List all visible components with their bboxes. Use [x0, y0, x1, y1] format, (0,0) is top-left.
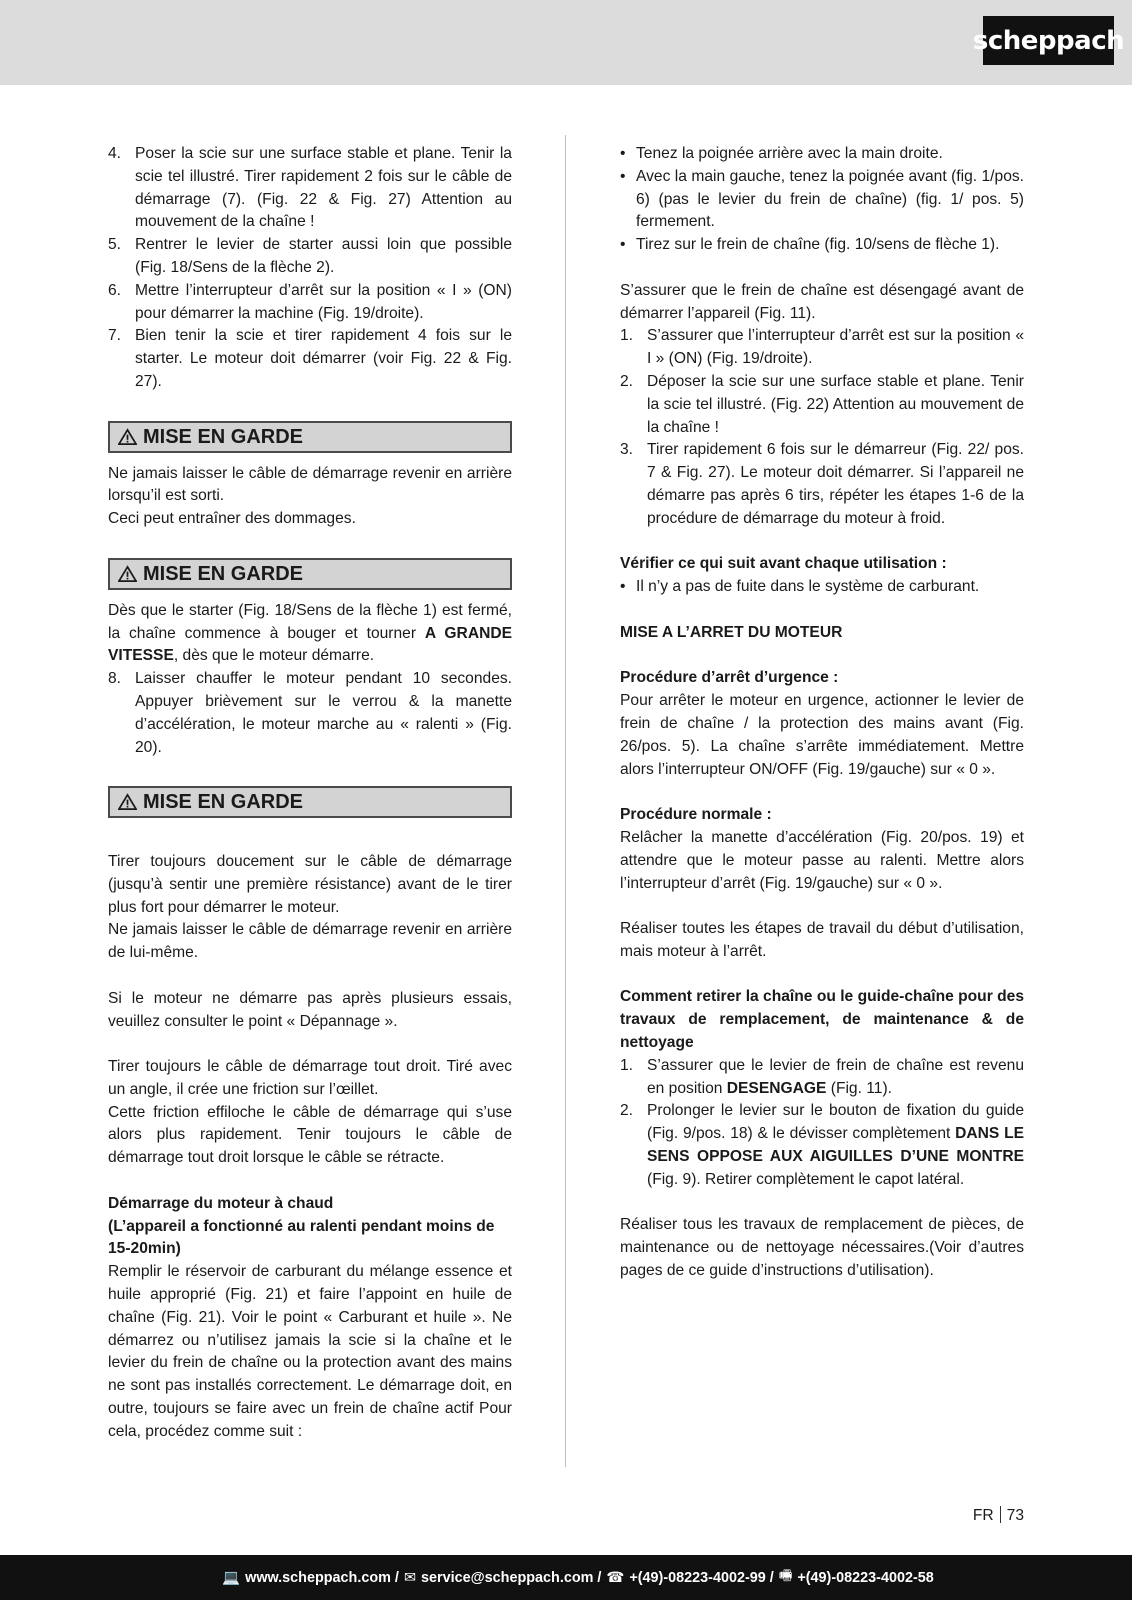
- warm-up-list: [108, 668, 512, 759]
- removal-steps-list: [620, 1055, 1024, 1192]
- header-bar: [0, 0, 1132, 85]
- warning-label: MISE EN GARDE: [143, 791, 304, 814]
- section-heading: MISE A L’ARRET DU MOTEUR: [620, 623, 843, 641]
- computer-icon: 💻: [222, 1570, 241, 1586]
- footer-bar: [0, 1555, 1132, 1600]
- warning-triangle-icon: [118, 428, 137, 446]
- list-item: 7. Bien tenir la scie et tirer rapidement 4 fois sur le starter. Le moteur doit démarrer (voir Fig. 22 & Fig. 27).: [108, 327, 512, 390]
- page-number-value: 73: [1006, 1507, 1024, 1524]
- paragraph: S’assurer que le frein de chaîne est désengagé avant de démarrer l’appareil (Fig. 11).: [620, 281, 1024, 322]
- scheppach-logo: scheppach: [983, 16, 1114, 65]
- bullet-list: [620, 143, 1024, 257]
- email-icon: ✉: [403, 1569, 416, 1586]
- start-steps-list: [108, 143, 512, 394]
- section-heading: Vérifier ce qui suit avant chaque utilisation :: [620, 555, 947, 573]
- list-item: 4. Poser la scie sur une surface stable et plane. Tenir la scie tel illustré. Tirer rapidement 2 fois sur le câble de démarrage (7). (Fig. 22 & Fig. 27) Attention au mouvement de la chaîne !: [108, 145, 512, 231]
- list-item: 8. Laisser chauffer le moteur pendant 10 secondes. Appuyer brièvement sur le verrou & la manette d’accélération, le moteur marche au « ralenti » (Fig. 20).: [108, 670, 512, 756]
- section-heading: Procédure d’arrêt d’urgence :: [620, 669, 839, 687]
- paragraph: Réaliser toutes les étapes de travail du début d’utilisation, mais moteur à l’arrêt.: [620, 920, 1024, 960]
- paragraph: Pour arrêter le moteur en urgence, actionner le levier de frein de chaîne / la protection des mains avant (Fig. 26/pos. 5). La chaîne s’arrête immédiatement. Mettre alors l’interrupteur ON/OFF (Fig. 19/gauche) sur « 0 ».: [620, 692, 1024, 778]
- list-item: 5. Rentrer le levier de starter aussi loin que possible (Fig. 18/Sens de la flèche 2).: [108, 236, 512, 276]
- list-item: • Avec la main gauche, tenez la poignée avant (fig. 1/pos. 6) (pas le levier du frein de chaîne) (fig. 1/ pos. 5) fermement.: [620, 167, 1024, 231]
- warning-label: MISE EN GARDE: [143, 425, 304, 448]
- paragraph: Ceci peut entraîner des dommages.: [108, 510, 356, 528]
- paragraph: Tirer toujours le câble de démarrage tout droit. Tiré avec un angle, il crée une friction sur l’œillet.: [108, 1058, 512, 1098]
- footer-fax: +(49)-08223-4002-58: [797, 1569, 934, 1586]
- phone-icon: ☎: [606, 1569, 625, 1586]
- warning-box: [108, 786, 512, 818]
- section-heading: Comment retirer la chaîne ou le guide-chaîne pour des travaux de remplacement, de maintenance & de nettoyage: [620, 988, 1024, 1052]
- section-heading: Procédure normale :: [620, 806, 772, 824]
- section-heading: Démarrage du moteur à chaud: [108, 1194, 334, 1212]
- footer-website[interactable]: www.scheppach.com /: [245, 1569, 399, 1586]
- warning-triangle-icon: [118, 565, 137, 583]
- footer-email[interactable]: service@scheppach.com /: [421, 1569, 602, 1586]
- warning-label: MISE EN GARDE: [143, 562, 304, 585]
- bullet-list: [620, 576, 1024, 599]
- column-divider: [565, 135, 566, 1467]
- list-item: • Tenez la poignée arrière avec la main droite.: [620, 145, 943, 162]
- left-column: [108, 143, 512, 1444]
- warning-box: [108, 558, 512, 590]
- paragraph: Tirer toujours doucement sur le câble de démarrage (jusqu’à sentir une première résistance) avant de le tirer plus fort pour démarrer le moteur.: [108, 852, 512, 916]
- list-item: 1. S’assurer que le levier de frein de chaîne est revenu en position DESENGAGE (Fig. 11).: [620, 1056, 1024, 1097]
- fax-icon: 🖷: [778, 1567, 793, 1584]
- list-item: 3. Tirer rapidement 6 fois sur le démarreur (Fig. 22/ pos. 7 & Fig. 27). Le moteur doit démarrer. Si l’appareil ne démarre pas après 6 tirs, répéter les étapes 1-6 de la procédure de démarrage du moteur à froid.: [620, 441, 1024, 527]
- warning-triangle-icon: [118, 793, 137, 811]
- paragraph: Dès que le starter (Fig. 18/Sens de la flèche 1) est fermé, la chaîne commence à bouger et tourner A GRANDE VITESSE, dès que le moteur démarre.: [108, 601, 513, 665]
- paragraph: Relâcher la manette d’accélération (Fig. 20/pos. 19) et attendre que le moteur passe au ralenti. Mettre alors l’interrupteur d’arrêt (Fig. 19/gauche) sur « 0 ».: [620, 828, 1024, 892]
- paragraph: Réaliser tous les travaux de remplacement de pièces, de maintenance ou de nettoyage nécessaires.(Voir d’autres pages de ce guide d’instructions d’utilisation).: [620, 1216, 1024, 1280]
- warm-start-steps-list: [620, 325, 1024, 530]
- list-item: • Tirez sur le frein de chaîne (fig. 10/sens de flèche 1).: [620, 236, 1000, 254]
- paragraph: Ne jamais laisser le câble de démarrage revenir en arrière de lui-même.: [108, 921, 512, 962]
- footer-phone: +(49)-08223-4002-99 /: [629, 1569, 774, 1586]
- page-number: [973, 1506, 1024, 1525]
- right-column: [620, 143, 1024, 1283]
- page-language: FR: [972, 1507, 994, 1524]
- list-item: 1. S’assurer que l’interrupteur d’arrêt est sur la position « I » (ON) (Fig. 19/droite).: [620, 327, 1024, 368]
- paragraph: Si le moteur ne démarre pas après plusieurs essais, veuillez consulter le point « Dépannage ».: [108, 989, 512, 1030]
- paragraph: Ne jamais laisser le câble de démarrage revenir en arrière lorsqu’il est sorti.: [108, 464, 512, 505]
- list-item: • Il n’y a pas de fuite dans le système de carburant.: [620, 578, 980, 596]
- warning-box: [108, 421, 512, 453]
- list-item: 2. Prolonger le levier sur le bouton de fixation du guide (Fig. 9/pos. 18) & le dévisser complètement DANS LE SENS OPPOSE AUX AIGUILLES D’UNE MONTRE (Fig. 9). Retirer complètement le capot latéral.: [620, 1102, 1025, 1188]
- paragraph: Cette friction effiloche le câble de démarrage qui s’use alors plus rapidement. Tenir toujours le câble de démarrage tout droit lorsque le câble se rétracte.: [108, 1103, 512, 1167]
- paragraph: Remplir le réservoir de carburant du mélange essence et huile approprié (Fig. 21) et faire l’appoint en huile de chaîne (Fig. 21). Voir le point « Carburant et huile ». Ne démarrez ou n’utilisez jamais la scie si la chaîne et le levier du frein de chaîne ou la protection avant des mains ne sont pas installés correctement. Le démarrage doit, en outre, toujours se faire avec un frein de chaîne actif Pour cela, procédez comme suit :: [108, 1263, 512, 1440]
- list-item: 2. Déposer la scie sur une surface stable et plane. Tenir la scie tel illustré. (Fig. 22) Attention au mouvement de la chaîne !: [620, 372, 1024, 436]
- list-item: 6. Mettre l’interrupteur d’arrêt sur la position « I » (ON) pour démarrer la machine (Fig. 19/droite).: [108, 281, 512, 322]
- section-subheading: (L’appareil a fonctionné au ralenti pendant moins de 15-20min): [108, 1217, 495, 1258]
